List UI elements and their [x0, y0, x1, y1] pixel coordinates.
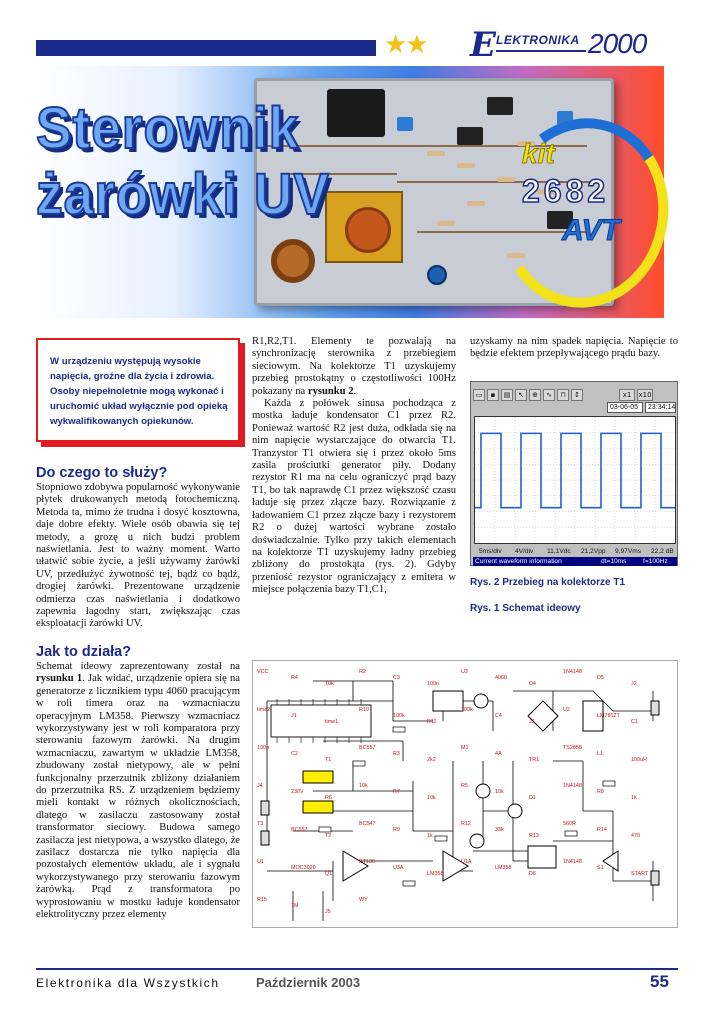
paragraph-sync: R1,R2,T1. Elementy te pozwalają na synchronizację sterownika z przebiegiem sieciowym. Na kolektorze T1 uzyskujemy przebieg prostokątny o częstotliwości 100Hz pokazany na rysunku 2.: [252, 336, 456, 397]
oscilloscope-screenshot: [470, 381, 678, 566]
brand-year: 2000: [588, 28, 647, 59]
schematic-label: 100k: [393, 713, 405, 719]
schematic-label: C1: [631, 719, 638, 725]
schematic-label: VCC: [257, 669, 269, 675]
schematic-drawing: [253, 661, 677, 927]
schematic-label: R9: [393, 827, 400, 833]
schematic-label: D1: [529, 795, 536, 801]
schematic-label: T3: [257, 821, 264, 827]
connector-symbol: [261, 831, 269, 845]
schematic-label: BC557: [359, 745, 376, 751]
transistor-symbol: [476, 784, 490, 798]
schematic-label: TR1: [529, 757, 540, 763]
db-readout: 22,2 dB: [651, 548, 674, 555]
schematic-label: 10k: [325, 681, 334, 687]
schematic-label: R3: [393, 751, 400, 757]
schematic-label: 1k: [631, 795, 637, 801]
schematic-label: J5: [325, 909, 331, 915]
schematic-label: WY: [359, 897, 368, 903]
connector-symbol: [261, 801, 269, 815]
opamp-u3a: [343, 851, 368, 881]
resistor-symbol: [319, 827, 331, 832]
brand-name: LEKTRONIKA: [496, 33, 580, 47]
schematic-label: D6: [529, 871, 536, 877]
save-icon: ▪: [487, 389, 499, 401]
schematic-diagram: [252, 660, 678, 928]
column-1: [36, 464, 240, 921]
connector-symbol: [651, 871, 659, 885]
brand-logo: [470, 25, 684, 65]
caption-figure-1: Rys. 1 Schemat ideowy: [470, 603, 581, 614]
schematic-label: 560R: [563, 821, 576, 827]
dt-readout: dt=10ms: [601, 558, 627, 565]
schematic-label: R11: [427, 719, 437, 725]
schematic-label: LM358: [427, 871, 444, 877]
toroid-coil: [271, 239, 315, 283]
schematic-label: BT136: [359, 859, 375, 865]
ic-4060-symbol: [271, 705, 371, 737]
schematic-label: T2: [325, 833, 332, 839]
schematic-label: R12: [461, 821, 471, 827]
schematic-label: 1M: [291, 903, 299, 909]
schematic-label: R14: [597, 827, 607, 833]
scope-time: 23:34:14: [645, 402, 676, 413]
footer-rule: [36, 968, 678, 970]
schematic-label: U3: [461, 669, 468, 675]
zoom-icon: ⊕: [529, 389, 541, 401]
schematic-label: J4: [257, 783, 263, 789]
paragraph-sine-halves: Każda z połówek sinusa pochodząca z mostka ładuje kondensator C1 przez R2. Ponieważ wartość R2 jest duża, odkłada się na nim napięcie wystarczające do otwarcia T1. Tranzystor T1 otwiera się i przez około 5ms zasila prościutki generator piły. Dodany rezystor R1 ma na celu ograniczyć prąd bazy T1, bo tak naprawdę C1 przez większość czasu ładuje się przez złącze bazy. Rozwiązanie z ładowaniem C1 przez złącze bazy i rezystorem R2 o dużej wartości wybrane zostało doświadczalnie. Tylko przy takich elementach na kolektorze T1 uzyskujemy ładny przebieg zbliżony do prostokąta (rys. 2). Gdyby przeniość rezystor ograniczający z emitera w miejsce połączenia bazy T1,C1,: [252, 398, 456, 596]
schematic-label: 100uH: [631, 757, 647, 763]
schematic-label: START: [631, 871, 649, 877]
schematic-label: Q1: [325, 871, 333, 877]
zoom-x1-label: x1: [619, 389, 635, 401]
paragraph-how-it-works: Schemat ideowy zaprezentowany został na rysunku 1. Jak widać, urządzenie opiera się na generatorze z licznikiem typu 4060 pracującym w roli timera oraz na wzmacniaczu operacyjnym LM358. Pierwszy wzmacniacz wykorzystywany jest w roli komparatora przy sterowaniu fazowym żarówki. Na drugim wzmacniaczu, zawartym w układzie LM358, zbudowany został nietypowy, ale w pełni funkcjonalny przerzutnik zbliżony działaniem do przerzutnika RS. Z urządzeniem będziemy mieli kontakt w różnych okolicznościach, dlatego w zasilaczu zastosowany został transformator sieciowy. Budowa samego zasilacza jest nietypowa, a wszystko dlatego, że zasilacz dostarcza nie tylko napięcia dla pozostałych elementów układu, ale i sygnału wykorzystywanego przy sterowaniu fazowym żarówką. Prąd z transformatora po wyprostowaniu w mostku ładuje kondensator elektrolityczny przez elementy: [36, 660, 240, 920]
resistor-symbol: [393, 727, 405, 732]
schematic-label: R2: [359, 669, 366, 675]
triac-symbol: [603, 851, 618, 871]
schematic-label: 1k: [427, 833, 433, 839]
transistor-symbol: [470, 834, 484, 848]
schematic-label: 1N4148: [563, 859, 582, 865]
magazine-name: Elektronika dla Wszystkich: [36, 976, 220, 990]
schematic-label: L1: [597, 751, 603, 757]
schematic-label: U1A: [461, 859, 472, 865]
schematic-label: LM7812T: [597, 713, 620, 719]
square-wave-icon: ⊓: [557, 389, 569, 401]
schematic-label: 10k: [359, 783, 368, 789]
schematic-label: J3: [529, 719, 535, 725]
wave-icon: ∿: [543, 389, 555, 401]
schematic-label: C4: [495, 713, 502, 719]
resistor-symbol: [353, 761, 365, 766]
transistor-symbol: [474, 694, 488, 708]
scope-graticule: [475, 417, 675, 543]
schematic-label: 2k2: [427, 757, 436, 763]
column-3: [470, 336, 678, 361]
paragraph-base-current: uzyskamy na nim spadek napięcia. Napięcie to będzie efektem przepływającego prądu bazy.: [470, 336, 678, 360]
opamp-u1a: [443, 851, 468, 881]
vdc-readout: 11,1Vdc: [547, 548, 571, 555]
schematic-label: 33k: [495, 827, 504, 833]
schematic-label: J2: [631, 681, 637, 687]
freq-readout: f=100Hz: [643, 558, 668, 565]
schematic-label: MOC3020: [291, 865, 316, 871]
schematic-label: TS2858: [563, 745, 582, 751]
schematic-label: R7: [393, 789, 400, 795]
kit-number: 2682: [522, 173, 610, 209]
resistor-symbol: [435, 836, 447, 841]
issue-date: Październik 2003: [256, 975, 361, 990]
schematic-label: 100n: [257, 745, 269, 751]
schematic-label: 1N4148: [563, 669, 582, 675]
schematic-label: R4: [291, 675, 298, 681]
column-2: [252, 336, 456, 597]
schematic-label: C3: [393, 675, 400, 681]
trigger-icon: ↕: [571, 389, 583, 401]
kit-brand: AVT: [562, 214, 620, 247]
title-line-2: żarówki UV: [36, 162, 330, 227]
kit-label: kit: [522, 138, 555, 169]
vrms-readout: 9,97Vms: [615, 548, 642, 555]
open-icon: ▭: [473, 389, 485, 401]
transistor-symbol: [508, 804, 522, 818]
schematic-label: 10k: [495, 789, 504, 795]
scope-status-bar: [473, 547, 677, 556]
schematic-label: 100k: [461, 707, 473, 713]
schematic-label: R15: [257, 897, 267, 903]
schematic-label: J1: [291, 713, 297, 719]
schematic-label: 470: [631, 833, 640, 839]
schematic-label: S1: [597, 865, 604, 871]
schematic-label: BC557: [291, 827, 308, 833]
schematic-label: 10k: [427, 795, 436, 801]
schematic-label: U3A: [393, 865, 404, 871]
schematic-label: D4: [529, 681, 536, 687]
schematic-label: R13: [529, 833, 539, 839]
waveform-info-label: Current waveform information: [475, 558, 562, 565]
connector-symbol: [651, 701, 659, 715]
brand-rule: [496, 50, 586, 52]
jumper-time2: [303, 801, 333, 813]
star-icons: ★★: [384, 30, 427, 59]
warning-box: [36, 338, 240, 442]
page-number: 55: [650, 972, 669, 991]
transformer-component: [325, 191, 403, 263]
waveform-info-bar: [473, 557, 677, 566]
caption-figure-2: Rys. 2 Przebieg na kolektorze T1: [470, 577, 626, 588]
heading-what-for: Do czego to służy?: [36, 465, 168, 481]
article-title: [36, 96, 330, 228]
schematic-label: 4A: [495, 751, 502, 757]
heading-how-it-works: Jak to działa?: [36, 643, 132, 660]
ref-figure-1: rysunku 1: [36, 673, 83, 685]
schematic-label: R5: [461, 783, 468, 789]
schematic-label: 100n: [427, 681, 439, 687]
schematic-label: C2: [291, 751, 298, 757]
schematic-label: U1: [257, 859, 264, 865]
voltage-readout: 4V/div: [515, 548, 534, 555]
bridge-rectifier-symbol: [528, 701, 558, 731]
vpp-readout: 21,2Vpp: [581, 548, 606, 555]
title-line-1: Sterownik: [36, 96, 300, 161]
schematic-label: 4060: [495, 675, 507, 681]
schematic-label: M1: [461, 745, 469, 751]
resistor-symbol: [403, 881, 415, 886]
schematic-label: LM358: [495, 865, 512, 871]
resistor-symbol: [603, 781, 615, 786]
schematic-label: 230V: [291, 789, 304, 795]
timebase-readout: 5ms/div: [479, 548, 502, 555]
optocoupler-symbol: [528, 846, 556, 868]
paragraph-what-for: Stopniowo zdobywa popularność wykonywanie płytek drukowanych metodą fotochemiczną. Metoda ta, mimo że trudna i dosyć kosztowna, daje dobre efekty. Wiele osób obawia się tej metody, a grozę u nich budzi problem naświetlania. Jest to ważny moment. Warto ułatwić sobie życie, a jeśli używamy żarówki UV, przedłużyć żywotność tej, bądź co bądź, drogiej żarówki. Prezentowane urządzenie odmierza czas naświetlania i dodatkowo zapewnia łagodny start, zwiększając czas eksploatacji żarówki UV.: [36, 482, 240, 630]
schematic-label: T1: [325, 757, 332, 763]
schematic-label: R8: [597, 789, 604, 795]
resistor-symbol: [565, 831, 577, 836]
jumper-time1: [303, 771, 333, 783]
print-icon: ▤: [501, 389, 513, 401]
schematic-label: time1: [325, 719, 339, 725]
header-bar: [36, 40, 376, 56]
schematic-label: 1N4148: [563, 783, 582, 789]
schematic-label: R6: [325, 795, 332, 801]
scope-date: 03-06-05: [607, 402, 643, 413]
schematic-label: D5: [597, 675, 604, 681]
schematic-label: U2: [563, 707, 570, 713]
schematic-label: R10: [359, 707, 369, 713]
brand-initial: E: [470, 25, 496, 65]
schematic-label: time2: [257, 707, 271, 713]
warning-text: W urządzeniu występują wysokie napięcia, groźne dla życia i zdrowia. Osoby niepełnoletnie mogą wykonać i uruchomić układ wyłącznie pod opieką wykwalifikowanych opiekunów.: [50, 356, 228, 427]
cursor-icon: ↖: [515, 389, 527, 401]
regulator-symbol: [433, 691, 463, 711]
zoom-x10-label: x10: [638, 391, 652, 399]
schematic-label: BC547: [359, 821, 376, 827]
ref-figure-2: rysunku 2: [307, 385, 354, 397]
scope-plot: [474, 416, 676, 544]
scope-toolbar: [473, 384, 675, 398]
relay-component: [327, 89, 385, 137]
